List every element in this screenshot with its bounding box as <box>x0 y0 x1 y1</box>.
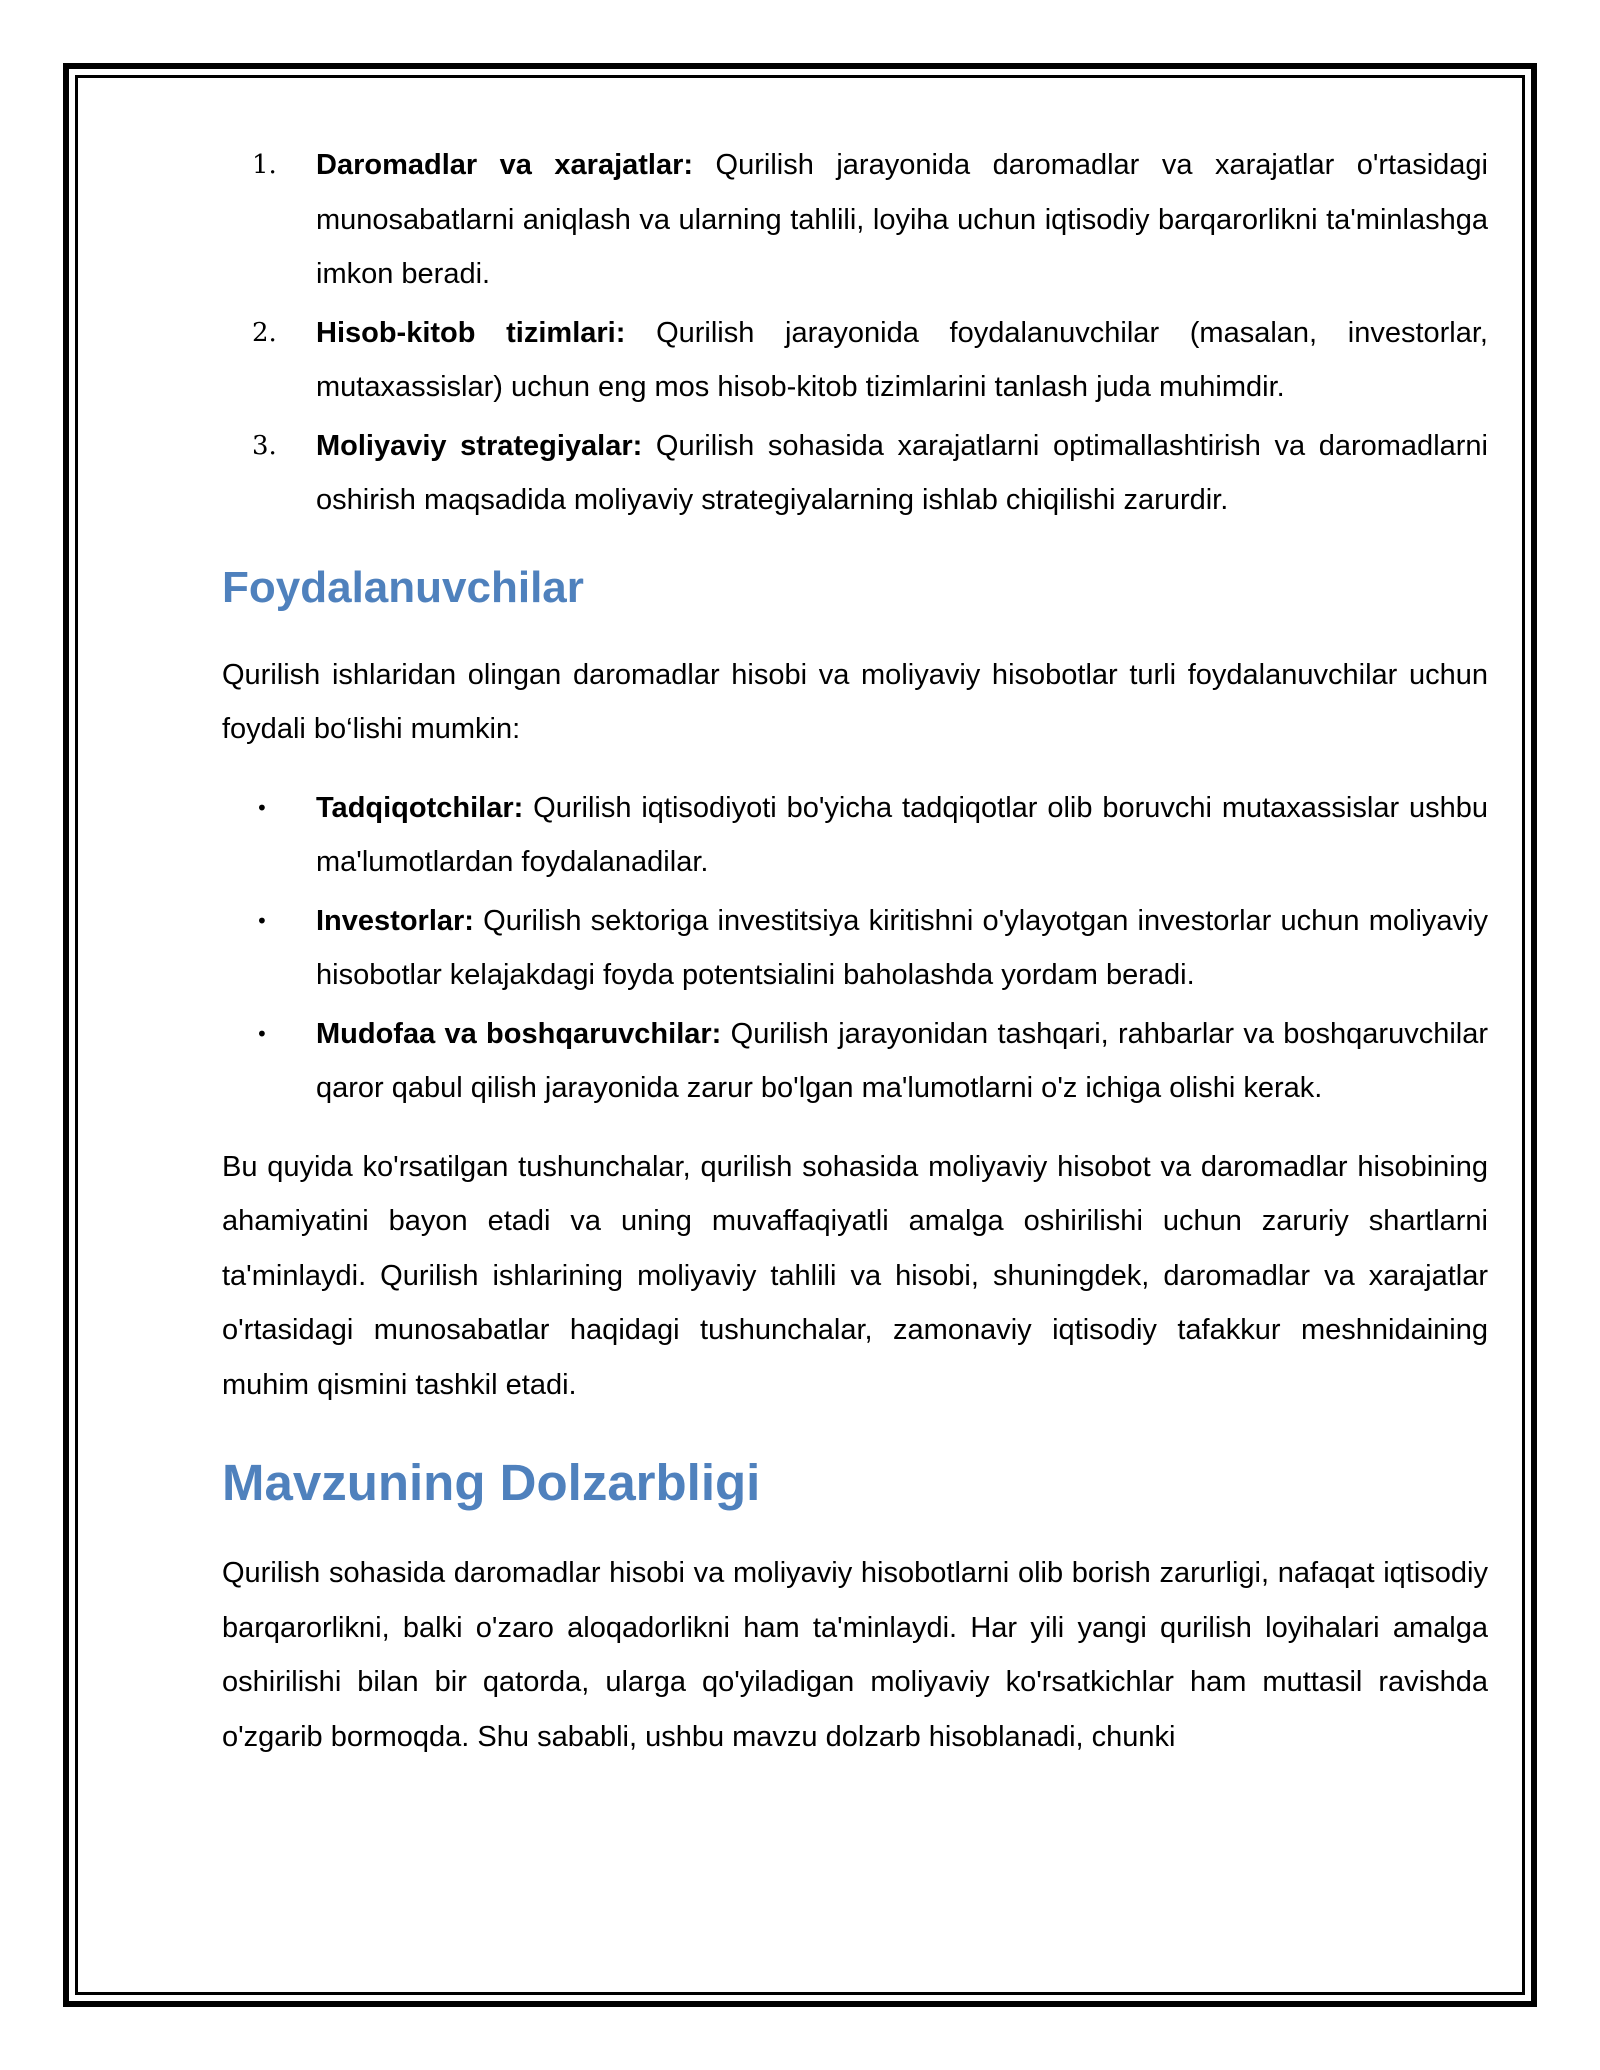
section-heading-mavzuning-dolzarbligi: Mavzuning Dolzarbligi <box>222 1454 761 1511</box>
conclusion-paragraph: Bu quyida ko'rsatilgan tushunchalar, qurilish sohasida moliyaviy hisobot va daromadlar hisobining ahamiyatini bayon etadi va uning muvaffaqiyatli amalga oshirilishi uchun zaruriy shartlarni ta'minlaydi. Qurilish ishlarining moliyaviy tahlili va hisobi, shuningdek, daromadlar va xarajatlar o'rtasidagi munosabatlar haqidagi tushunchalar, zamonaviy iqtisodiy tafakkur meshnidaining muhim qismini tashkil etadi. <box>222 1150 1488 1401</box>
document-body <box>222 138 1488 1764</box>
list-item <box>222 419 1488 528</box>
bullet-list <box>222 781 1488 1116</box>
numbered-list <box>222 138 1488 528</box>
list-text: Qurilish sohasida xarajatlarni optimallashtirish va daromadlarni oshirish maqsadida moliyaviy strategiyalarning ishlab chiqilishi zarurdir. <box>316 429 1488 516</box>
list-number: 1. <box>252 150 277 180</box>
bullet-term: Tadqiqotchilar: <box>316 791 524 824</box>
bullet-marker: • <box>256 795 268 820</box>
bullet-term: Investorlar: <box>316 904 474 937</box>
bullet-text: Qurilish jarayonidan tashqari, rahbarlar va boshqaruvchilar qaror qabul qilish jarayonida zarur bo'lgan ma'lumotlarni o'z ichiga olishi kerak. <box>316 1017 1488 1104</box>
bullet-text: Qurilish sektoriga investitsiya kiritishni o'ylayotgan investorlar uchun moliyaviy hisobotlar kelajakdagi foyda potentsialini baholashda yordam beradi. <box>316 904 1488 991</box>
intro-paragraph: Qurilish ishlaridan olingan daromadlar hisobi va moliyaviy hisobotlar turli foydalanuvchilar uchun foydali bo‘lishi mumkin: <box>222 658 1488 745</box>
bullet-item <box>222 781 1488 890</box>
list-text: Qurilish jarayonida daromadlar va xarajatlar o'rtasidagi munosabatlarni aniqlash va ularning tahlili, loyiha uchun iqtisodiy barqarorlikni ta'minlashga imkon beradi. <box>316 149 1488 290</box>
list-term: Daromadlar va xarajatlar: <box>316 149 694 181</box>
relevance-paragraph: Qurilish sohasida daromadlar hisobi va moliyaviy hisobotlarni olib borish zarurligi, nafaqat iqtisodiy barqarorlikni, balki o'zaro aloqadorlikni ham ta'minlaydi. Har yili yangi qurilish loyihalari amalga oshirilishi bilan bir qatorda, ularga qo'yiladigan moliyaviy ko'rsatkichlar ham muttasil ravishda o'zgarib bormoqda. Shu sababli, ushbu mavzu dolzarb hisoblanadi, chunki <box>222 1557 1488 1753</box>
bullet-item <box>222 1007 1488 1116</box>
section-heading-foydalanuvchilar: Foydalanuvchilar <box>222 562 584 612</box>
list-term: Moliyaviy strategiyalar: <box>316 429 643 462</box>
bullet-item <box>222 894 1488 1003</box>
list-number: 3. <box>252 430 277 461</box>
list-term: Hisob-kitob tizimlari: <box>316 316 626 349</box>
list-number: 2. <box>252 317 277 348</box>
list-item <box>222 306 1488 415</box>
bullet-marker: • <box>256 908 268 933</box>
list-text: Qurilish jarayonida foydalanuvchilar (masalan, investorlar, mutaxassislar) uchun eng mos hisob-kitob tizimlarini tanlash juda muhimdir. <box>316 316 1488 403</box>
bullet-marker: • <box>256 1021 268 1046</box>
bullet-text: Qurilish iqtisodiyoti bo'yicha tadqiqotlar olib boruvchi mutaxassislar ushbu ma'lumotlardan foydalanadilar. <box>316 791 1488 878</box>
list-item <box>222 138 1488 302</box>
bullet-term: Mudofaa va boshqaruvchilar: <box>316 1017 722 1050</box>
